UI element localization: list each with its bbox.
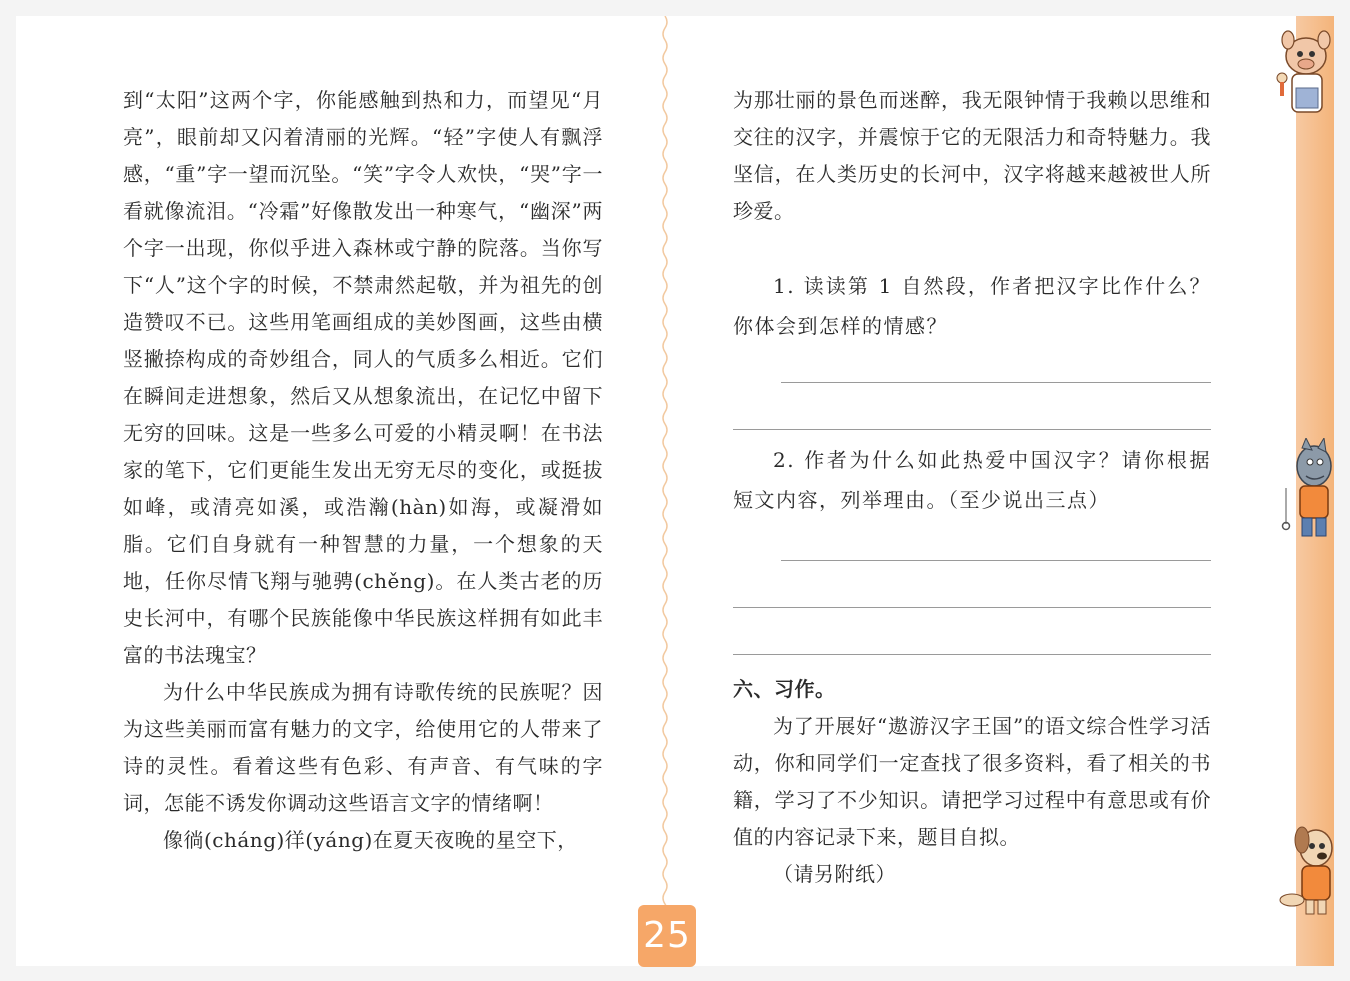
question-2: 2. 作者为什么如此热爱中国汉字？请你根据短文内容，列举理由。（至少说出三点）: [733, 448, 1211, 512]
paragraph-continuation: 为那壮丽的景色而迷醉，我无限钟情于我赖以思维和交往的汉字，并震惊于它的无限活力和奇特魅力。我坚信，在人类历史的长河中，汉字将越来越被世人所珍爱。: [733, 88, 1211, 223]
left-column-text: [123, 82, 603, 859]
question-1: 1. 读读第 1 自然段，作者把汉字比作什么？你体会到怎样的情感？: [733, 274, 1211, 338]
wolf-mascot-icon: [1278, 438, 1336, 548]
dog-mascot-icon: [1278, 822, 1338, 926]
section-title: 六、习作。: [733, 677, 836, 701]
pig-mascot-icon: [1272, 30, 1336, 130]
writing-instructions: 为了开展好“遨游汉字王国”的语文综合性学习活动，你和同学们一定查找了很多资料，看了相关的书籍，学习了不少知识。请把学习过程中有意思或有价值的内容记录下来，题目自拟。: [733, 714, 1211, 849]
attachment-note: （请另附纸）: [773, 862, 896, 886]
page-number: 25: [638, 905, 696, 967]
paragraph-3: 像徜(cháng)徉(yáng)在夏天夜晚的星空下，: [163, 828, 578, 852]
paragraph-2: 为什么中华民族成为拥有诗歌传统的民族呢？因为这些美丽而富有魅力的文字，给使用它的人带来了诗的灵性。看着这些有色彩、有声音、有气味的字词，怎能不诱发你调动这些语言文字的情绪啊！: [123, 680, 603, 815]
right-column: [733, 82, 1211, 893]
page-spine: [658, 16, 672, 966]
paragraph-1: 到“太阳”这两个字，你能感触到热和力，而望见“月亮”，眼前却又闪着清丽的光辉。“轻”字使人有飘浮感，“重”字一望而沉坠。“笑”字令人欢快，“哭”字一看就像流泪。“冷霜”好像散发出一种寒气，“幽深”两个字一出现，你似乎进入森林或宁静的院落。当你写下“人”这个字的时候，不禁肃然起敬，并为祖先的创造赞叹不已。这些用笔画组成的美妙图画，这些由横竖撇捺构成的奇妙组合，同人的气质多么相近。它们在瞬间走进想象，然后又从想象流出，在记忆中留下无穷的回味。这是一些多么可爱的小精灵啊！在书法家的笔下，它们更能生发出无穷无尽的变化，或挺拔如峰，或清亮如溪，或浩瀚(hàn)如海，或凝滑如脂。它们自身就有一种智慧的力量，一个想象的天地，任你尽情飞翔与驰骋(chěng)。在人类古老的历史长河中，有哪个民族能像中华民族这样拥有如此丰富的书法瑰宝？: [123, 88, 603, 667]
